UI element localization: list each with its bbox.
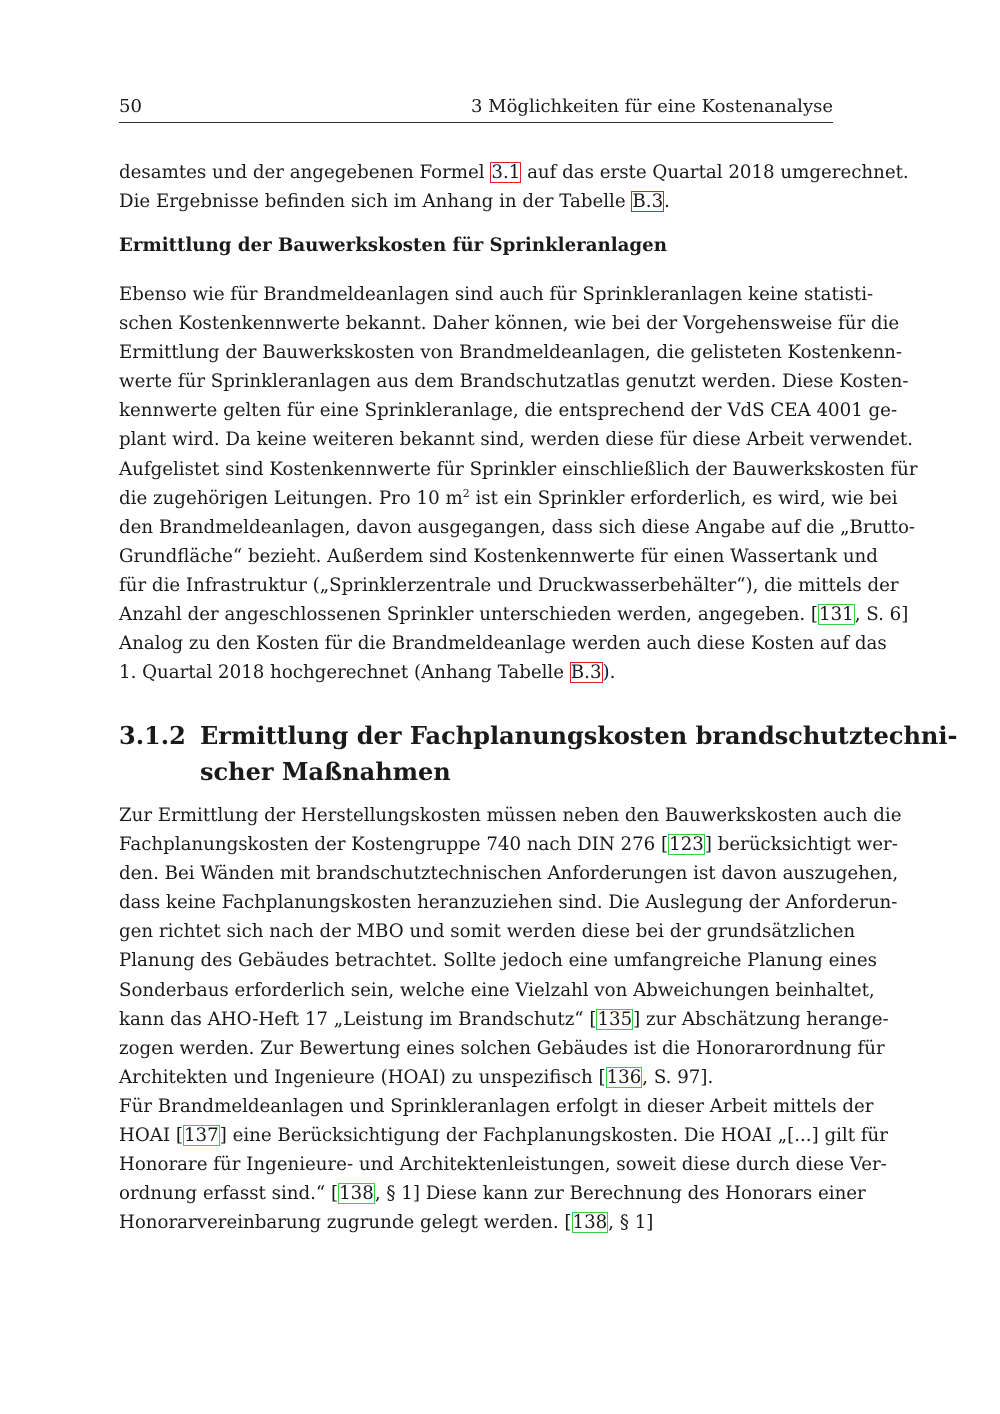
text-line: Honorarvereinbarung zugrunde gelegt werden. [138, § 1] — [119, 1212, 654, 1234]
subheading: Ermittlung der Bauwerkskosten für Sprinkleranlagen — [119, 235, 667, 256]
text-line: Architekten und Ingenieure (HOAI) zu unspezifisch [136, S. 97]. — [119, 1066, 714, 1088]
paragraph-sprinkler — [119, 280, 918, 687]
citation-link[interactable]: 137 — [183, 1125, 219, 1147]
formula-reference-link[interactable]: 3.1 — [491, 162, 521, 183]
text-line: Aufgelistet sind Kostenkennwerte für Sprinkler einschließlich der Bauwerkskosten für — [119, 458, 918, 480]
table-reference-link[interactable]: B.3 — [570, 662, 602, 684]
text-line: Fachplanungskosten der Kostengruppe 740 nach DIN 276 [123] berücksichtigt wer- — [119, 834, 898, 856]
text-line: 1. Quartal 2018 hochgerechnet (Anhang Tabelle B.3). — [119, 662, 616, 684]
text-line: Für Brandmeldeanlagen und Sprinkleranlagen erfolgt in dieser Arbeit mittels der — [119, 1095, 874, 1117]
text-line: Planung des Gebäudes betrachtet. Sollte jedoch eine umfangreiche Planung eines — [119, 950, 877, 972]
text-line: für die Infrastruktur („Sprinklerzentrale und Druckwasserbehälter“), die mittels der — [119, 574, 899, 596]
text-line: gen richtet sich nach der MBO und somit werden diese bei der grundsätzlichen — [119, 921, 856, 943]
citation-link[interactable]: 131 — [819, 604, 854, 626]
paragraph-intro — [119, 158, 909, 216]
text-line: kennwerte gelten für eine Sprinkleranlage, die entsprechend der VdS CEA 4001 ge- — [119, 400, 898, 422]
citation-link[interactable]: 136 — [606, 1066, 642, 1088]
text-line: werte für Sprinkleranlagen aus dem Brandschutzatlas genutzt werden. Diese Kosten- — [119, 371, 909, 393]
text-line: zogen werden. Zur Bewertung eines solchen Gebäudes ist die Honorarordnung für — [119, 1037, 885, 1059]
running-header — [119, 96, 833, 123]
text-line: den. Bei Wänden mit brandschutztechnischen Anforderungen ist davon auszugehen, — [119, 863, 899, 885]
text-line: Grundfläche“ bezieht. Außerdem sind Kostenkennwerte für einen Wassertank und — [119, 545, 878, 567]
section-title: Ermittlung der Fachplanungskosten brandschutztechni- scher Maßnahmen — [200, 721, 958, 786]
paragraph-fachplanung — [119, 801, 902, 1237]
table-reference-link[interactable]: B.3 — [632, 191, 664, 213]
text-line: Ebenso wie für Brandmeldeanlagen sind auch für Sprinkleranlagen keine statisti- — [119, 284, 874, 305]
text-line: schen Kostenkennwerte bekannt. Daher können, wie bei der Vorgehensweise für die — [119, 313, 900, 335]
text-line: Ermittlung der Bauwerkskosten von Brandmeldeanlagen, die gelisteten Kostenkenn- — [119, 342, 903, 364]
page-number: 50 — [119, 96, 142, 117]
text-line: den Brandmeldeanlagen, davon ausgegangen, dass sich diese Angabe auf die „Brutto- — [119, 516, 916, 538]
text-line: desamtes und der angegebenen Formel 3.1 auf das erste Quartal 2018 umgerechnet. — [119, 162, 909, 183]
text-line: ordnung erfasst sind.“ [138, § 1] Diese kann zur Berechnung des Honorars einer — [119, 1183, 866, 1205]
citation-link[interactable]: 138 — [339, 1183, 374, 1205]
citation-link[interactable]: 135 — [597, 1008, 633, 1030]
text-line: die zugehörigen Leitungen. Pro 10 $m^2$ ist ein Sprinkler erforderlich, es wird, wie bei — [119, 486, 898, 509]
text-line: Honorare für Ingenieure- und Architektenleistungen, soweit diese durch diese Ver- — [119, 1154, 887, 1176]
citation-link[interactable]: 123 — [669, 834, 704, 856]
text-line: dass keine Fachplanungskosten heranzuziehen sind. Die Auslegung der Anforderun- — [119, 892, 898, 914]
text-line: Analog zu den Kosten für die Brandmeldeanlage werden auch diese Kosten auf das — [119, 633, 887, 655]
text-line: Zur Ermittlung der Herstellungskosten müssen neben den Bauwerkskosten auch die — [119, 805, 902, 826]
citation-link[interactable]: 138 — [572, 1212, 608, 1234]
text-line: Sonderbaus erforderlich sein, welche eine Vielzahl von Abweichungen beinhaltet, — [119, 979, 875, 1001]
chapter-title: 3 Möglichkeiten für eine Kostenanalyse — [470, 96, 833, 117]
section-number: 3.1.2 — [119, 721, 186, 750]
text-line: Die Ergebnisse befinden sich im Anhang in der Tabelle B.3. — [119, 191, 670, 213]
text-line: Anzahl der angeschlossenen Sprinkler unterschieden werden, angegeben. [131, S. 6] — [119, 604, 909, 626]
text-line: HOAI [137] eine Berücksichtigung der Fachplanungskosten. Die HOAI „[...] gilt für — [119, 1125, 888, 1147]
text-line: plant wird. Da keine weiteren bekannt sind, werden diese für diese Arbeit verwendet. — [119, 429, 913, 451]
text-line: kann das AHO-Heft 17 „Leistung im Brandschutz“ [135] zur Abschätzung herange- — [119, 1008, 889, 1030]
